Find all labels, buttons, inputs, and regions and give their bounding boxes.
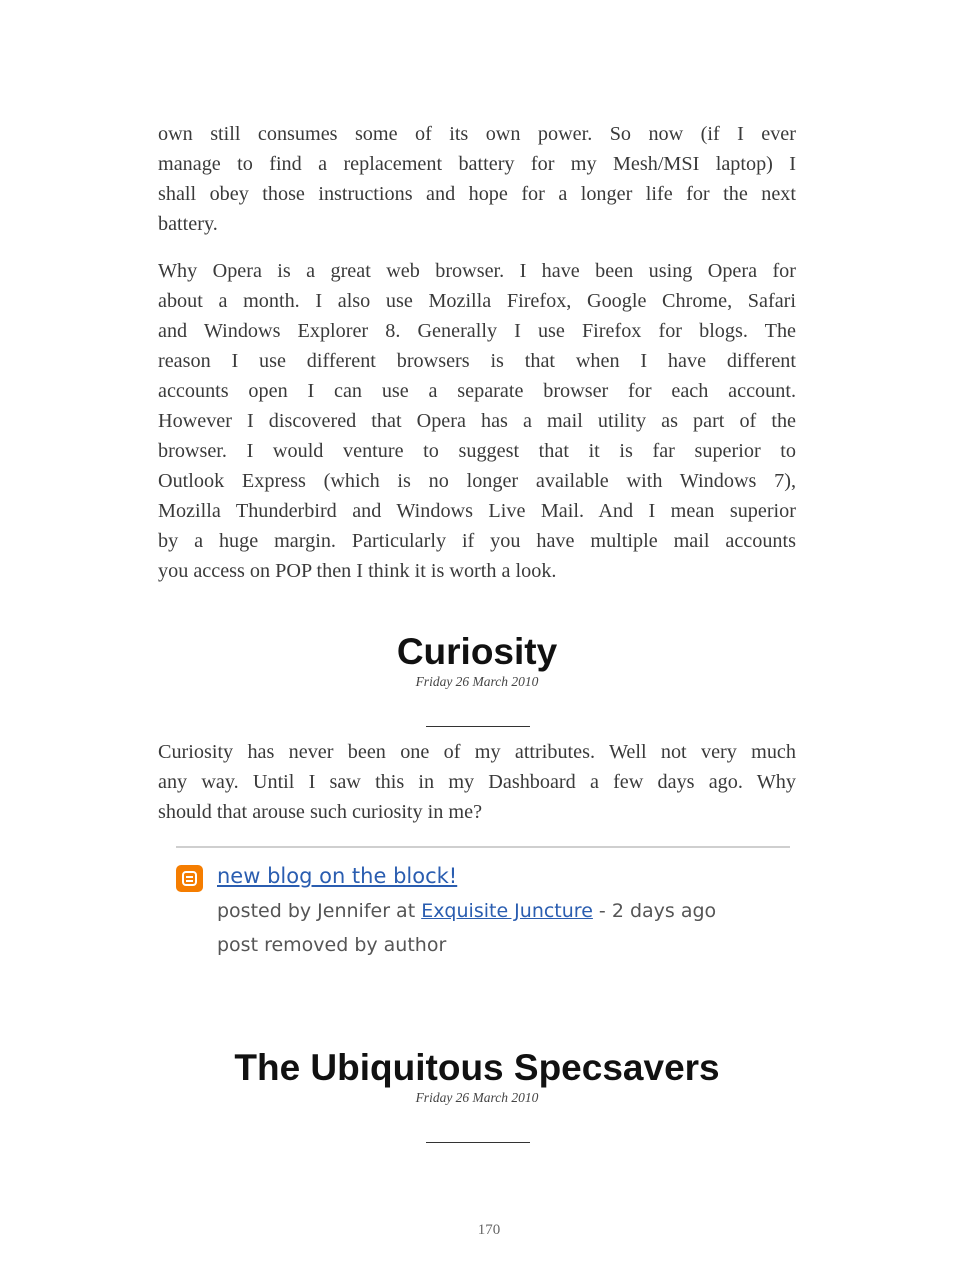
new-post-link[interactable]: new blog on the block!: [217, 864, 458, 888]
text-line: by a huge margin. Particularly if you have multiple mail accounts: [158, 530, 796, 552]
post-status: post removed by author: [217, 934, 447, 956]
text-line: battery.: [158, 213, 218, 235]
posted-by-prefix: posted by Jennifer at: [217, 900, 422, 922]
text-line: you access on POP then I think it is worth a look.: [158, 560, 557, 582]
blogger-icon: [176, 865, 203, 892]
text-line: Curiosity has never been one of my attributes. Well not very much: [158, 741, 796, 763]
posted-by-line: [217, 897, 716, 925]
text-line: browser. I would venture to suggest that it is far superior to: [158, 440, 796, 462]
text-line: manage to find a replacement battery for my Mesh/MSI laptop) I: [158, 153, 796, 175]
text-line: any way. Until I saw this in my Dashboard a few days ago. Why: [158, 771, 796, 793]
text-line: and Windows Explorer 8. Generally I use Firefox for blogs. The: [158, 320, 796, 342]
paragraph-battery: [158, 119, 796, 239]
divider: [426, 726, 530, 727]
text-line: Mozilla Thunderbird and Windows Live Mail. And I mean superior: [158, 500, 796, 522]
text-line: about a month. I also use Mozilla Firefox, Google Chrome, Safari: [158, 290, 796, 312]
text-line: accounts open I can use a separate browser for each account.: [158, 380, 796, 402]
post-title-curiosity: Curiosity: [396, 631, 558, 672]
post-link-line: [217, 862, 457, 890]
page-number: 170: [477, 1222, 501, 1238]
blog-link[interactable]: Exquisite Juncture: [421, 900, 593, 922]
text-line: should that arouse such curiosity in me?: [158, 801, 483, 823]
text-line: own still consumes some of its own power. So now (if I ever: [158, 123, 796, 145]
text-line: Why Opera is a great web browser. I have been using Opera for: [158, 260, 796, 282]
dashboard-screenshot: [168, 842, 798, 972]
text-line: Outlook Express (which is no longer available with Windows 7),: [158, 470, 796, 492]
divider: [176, 846, 790, 848]
posted-by-suffix: - 2 days ago: [592, 900, 717, 922]
text-line: reason I use different browsers is that when I have different: [158, 350, 796, 372]
paragraph-curiosity: [158, 737, 796, 827]
text-line: shall obey those instructions and hope for a longer life for the next: [158, 183, 796, 205]
text-line: However I discovered that Opera has a mail utility as part of the: [158, 410, 796, 432]
paragraph-opera: [158, 256, 796, 586]
post-date: Friday 26 March 2010: [415, 1090, 539, 1105]
divider: [426, 1142, 530, 1143]
post-title-specsavers: The Ubiquitous Specsavers: [234, 1047, 720, 1088]
post-date: Friday 26 March 2010: [415, 674, 539, 689]
